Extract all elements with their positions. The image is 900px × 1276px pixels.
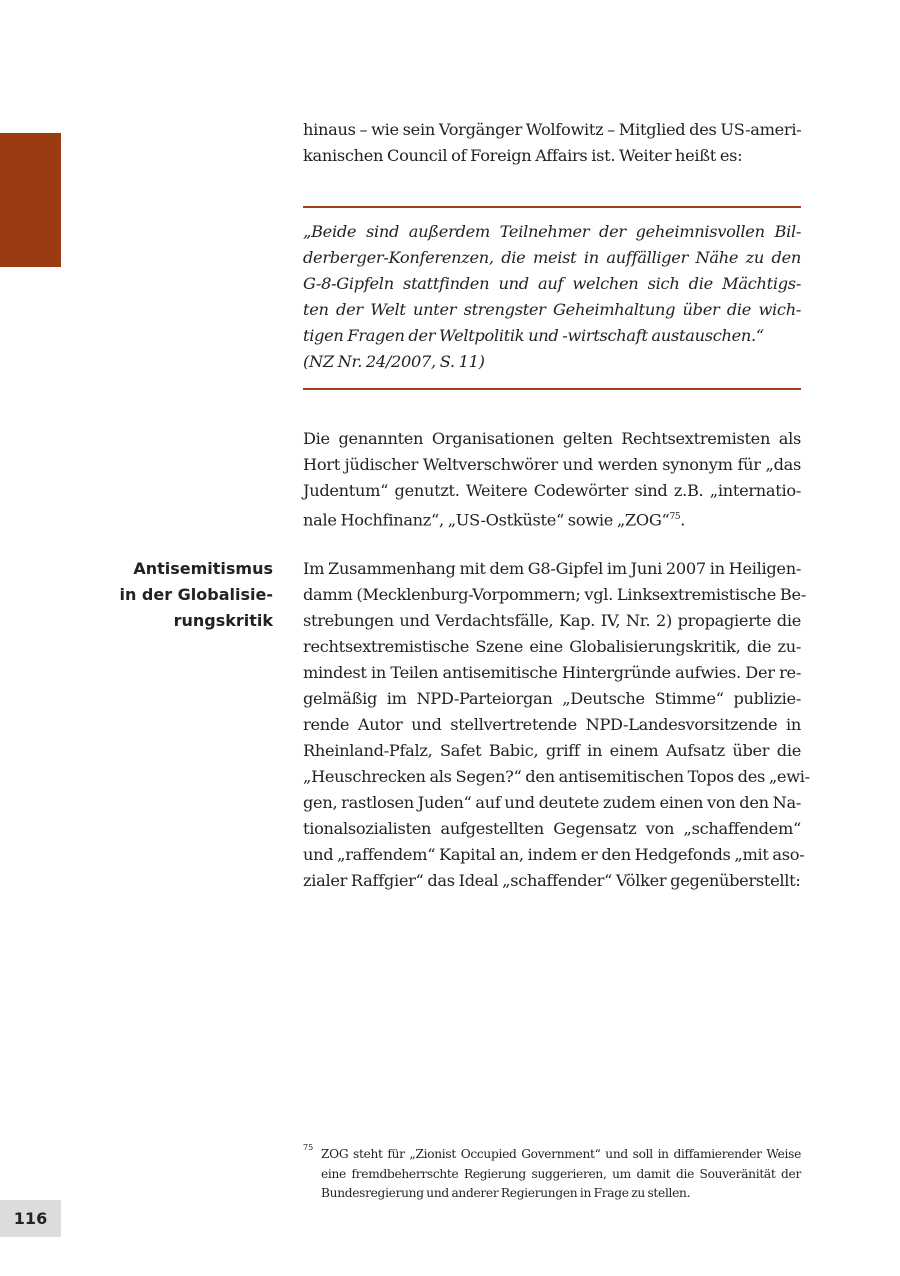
text-line: damm (Mecklenburg-Vorpommern; vgl. Linksextremistische Be- [303,585,806,604]
side-heading [119,556,273,634]
text-line: und „raffendem“ Kapital an, indem er den Hedgefonds „mit aso- [303,845,805,864]
text-line: hinaus – wie sein Vorgänger Wolfowitz – Mitglied des US-ameri- [303,120,802,139]
footnote-line: ZOG steht für „Zionist Occupied Government“ und soll in diffamierender Weise [321,1147,801,1161]
text-line: gelmäßig im NPD-Parteiorgan „Deutsche Stimme“ publizie- [303,689,801,708]
quote-line: „Beide sind außerdem Teilnehmer der geheimnisvollen Bil- [303,222,801,241]
footnote-number: 75 [303,1143,314,1152]
paragraph-globalisation [303,556,810,894]
quote-citation: (NZ Nr. 24/2007, S. 11) [303,352,485,371]
text-line: Die genannten Organisationen gelten Rechtsextremisten als [303,429,801,448]
text-line-content: nale Hochfinanz“, „US-Ostküste“ sowie „ZOG“ [303,510,670,530]
quote-top-rule [303,206,801,208]
paragraph-organisations [303,426,801,530]
text-line: Rheinland-Pfalz, Safet Babic, griff in einem Aufsatz über die [303,741,801,760]
footnote-line: Bundesregierung und anderer Regierungen in Frage zu stellen. [321,1186,691,1200]
footnote [303,1145,801,1204]
chapter-color-tab [0,133,61,267]
side-heading-line: Antisemitismus [133,559,273,578]
intro-paragraph [303,117,801,169]
text-line: rende Autor und stellvertretende NPD-Landesvorsitzende in [303,715,801,734]
quote-line: ten der Welt unter strengster Geheimhaltung über die wich- [303,300,801,319]
text-line: „Heuschrecken als Segen?“ den antisemitischen Topos des „ewi- [303,767,810,786]
text-line: tionalsozialisten aufgestellten Gegensatz von „schaffendem“ [303,819,801,838]
text-line: zialer Raffgier“ das Ideal „schaffender“ Völker gegenüberstellt: [303,871,801,890]
quote-line: tigen Fragen der Weltpolitik und -wirtschaft austauschen.“ [303,326,764,345]
text-line: gen, rastlosen Juden“ auf und deutete zudem einen von den Na- [303,793,801,812]
text-line: Im Zusammenhang mit dem G8-Gipfel im Juni 2007 in Heiligen- [303,559,801,578]
quote-bottom-rule [303,388,801,390]
text-line-end: . [680,510,686,530]
text-line: kanischen Council of Foreign Affairs ist. Weiter heißt es: [303,146,743,165]
quote-line: G-8-Gipfeln stattfinden und auf welchen sich die Mächtigs- [303,274,801,293]
text-line: mindest in Teilen antisemitische Hintergründe aufwies. Der re- [303,663,801,682]
text-line: Judentum“ genutzt. Weitere Codewörter sind z.B. „internatio- [303,481,801,500]
text-line: rechtsextremistische Szene eine Globalisierungskritik, die zu- [303,637,801,656]
footnote-reference[interactable]: 75 [669,512,681,522]
block-quote [303,219,801,375]
footnote-line: eine fremdbeherrschte Regierung suggerieren, um damit die Souveränität der [321,1166,801,1181]
text-line: Hort jüdischer Weltverschwörer und werden synonym für „das [303,455,801,474]
text-line [303,504,801,530]
side-heading-line: rungskritik [173,611,273,630]
side-heading-line: in der Globalisie- [119,585,273,604]
text-line: strebungen und Verdachtsfälle, Kap. IV, Nr. 2) propagierte die [303,611,801,630]
quote-line: derberger-Konferenzen, die meist in auffälliger Nähe zu den [303,248,801,267]
page-number: 116 [0,1200,61,1237]
